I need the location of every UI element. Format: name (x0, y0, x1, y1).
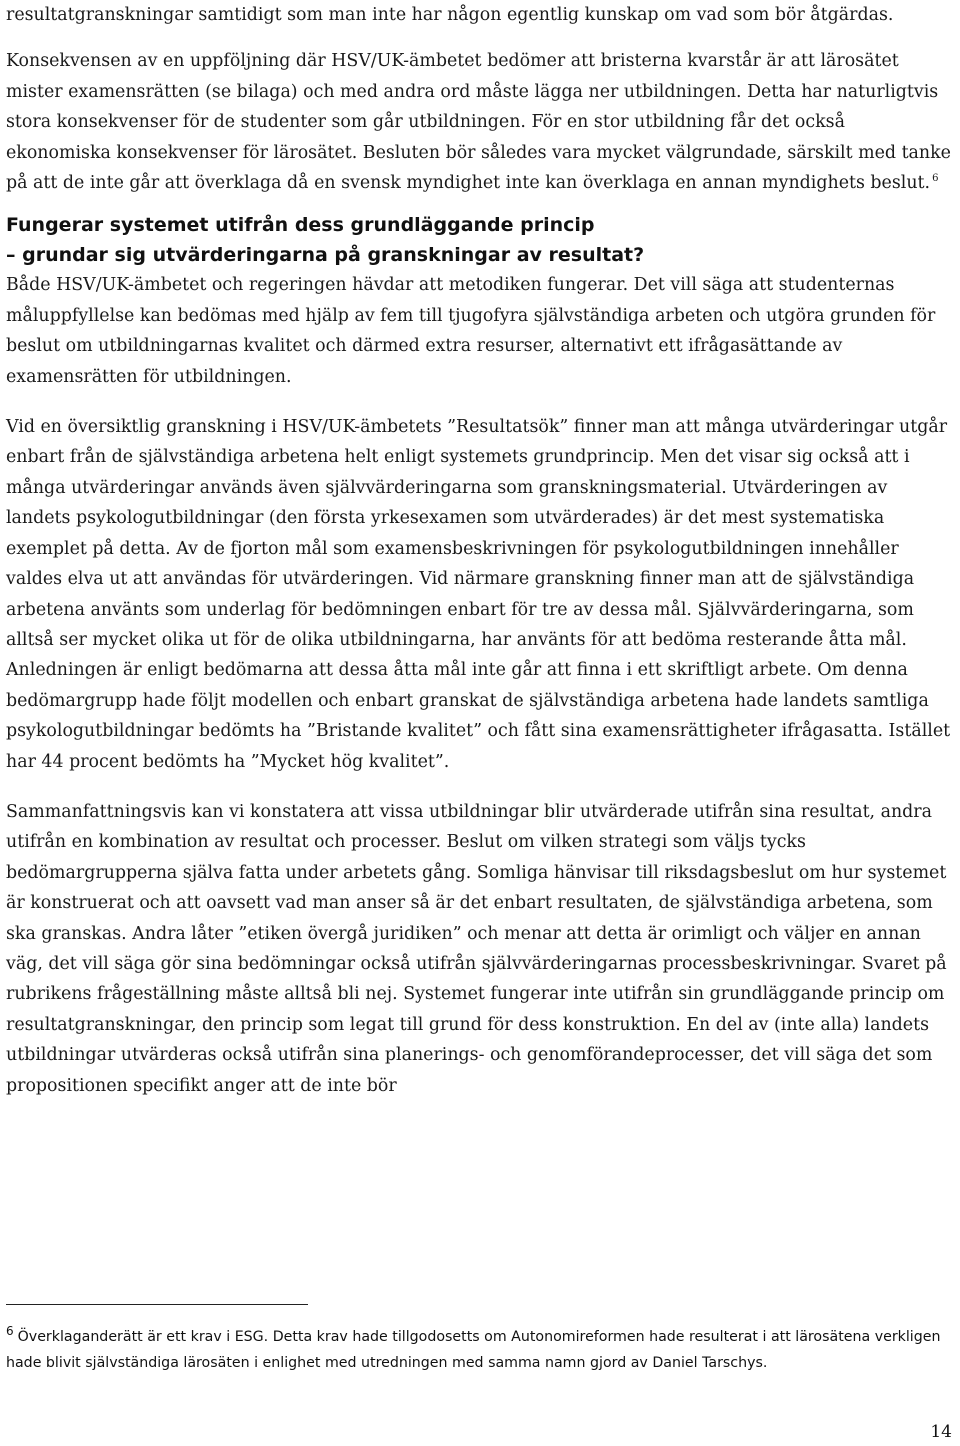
footnote (6, 1318, 956, 1376)
footnote-number: 6 (6, 1324, 14, 1338)
paragraph-4: Vid en översiktlig granskning i HSV/UK-ämbetets ”Resultatsök” finner man att många utvärderingar utgår enbart från de självständiga arbetena helt enligt systemets grundprincip. Men det visar sig också att i många utvärderingar används även självvärderingarna som granskningsmaterial. Utvärderingen av landets psykologutbildningar (den första yrkesexamen som utvärderades) är det mest systematiska exemplet på detta. Av de fjorton mål som examensbeskrivningen för psykologutbildningen innehåller valdes elva ut att användas för utvärderingen. Vid närmare granskning finner man att de självständiga arbetena använts som underlag för bedömningen enbart för tre av dessa mål. Självvärderingarna, som alltså ser mycket olika ut för de olika utbildningarna, har använts för att bedöma resterande åtta mål. Anledningen är enligt bedömarna att dessa åtta mål inte går att finna i ett skriftligt arbete. Om denna bedömargrupp hade följt modellen och enbart granskat de självständiga arbetena hade landets samtliga psykologutbildningar bedömts ha ”Bristande kvalitet” och fått sina examensrättigheter ifrågasatta. Istället har 44 procent bedömts ha ”Mycket hög kvalitet”. (6, 417, 951, 772)
paragraph-1: resultatgranskningar samtidigt som man inte har någon egentlig kunskap om vad som bör åtgärdas. (6, 5, 894, 25)
document-page (6, 0, 954, 1101)
footnote-separator (6, 1304, 308, 1305)
footnote-reference[interactable]: 6 (932, 173, 939, 185)
footnote-text: Överklaganderätt är ett krav i ESG. Detta krav hade tillgodosetts om Autonomireformen hade resulterat i att lärosätena verkligen hade blivit självständiga lärosäten i enlighet med utredningen med samma namn gjord av Daniel Tarschys. (6, 1329, 941, 1371)
paragraph-5: Sammanfattningsvis kan vi konstatera att vissa utbildningar blir utvärderade utifrån sina resultat, andra utifrån en kombination av resultat och processer. Beslut om vilken strategi som väljs tycks bedömargrupperna själva fatta under arbetets gång. Somliga hänvisar till riksdagsbeslut om hur systemet är konstruerat och att oavsett vad man anser så är det enbart resultaten, de självständiga arbetena, som ska granskas. Andra låter ”etiken övergå juridiken” och menar att detta är orimligt och väljer en annan väg, det vill säga gör sina bedömningar också utifrån självvärderingarnas processbeskrivningar. Svaret på rubrikens frågeställning måste alltså bli nej. Systemet fungerar inte utifrån sin grundläggande princip om resultatgranskningar, den princip som legat till grund för dess konstruktion. En del av (inte alla) landets utbildningar utvärderas också utifrån sina planerings- och genomförandeprocesser, det vill säga det som propositionen specifikt anger att de inte bör (6, 801, 947, 1096)
section-heading (6, 210, 954, 270)
paragraph-3: Både HSV/UK-ämbetet och regeringen hävdar att metodiken fungerar. Det vill säga att studenternas måluppfyllelse kan bedömas med hjälp av fem till tjugofyra självständiga arbeten och utgöra grunden för beslut om utbildningarnas kvalitet och därmed extra resurser, alternativt ett ifrågasättande av examensrätten för utbildningen. (6, 275, 936, 387)
section-heading-line-1: Fungerar systemet utifrån dess grundläggande princip (6, 214, 595, 237)
paragraph-2-text: Konsekvensen av en uppföljning där HSV/UK-ämbetet bedömer att bristerna kvarstår är att lärosätet mister examensrätten (se bilaga) och med andra ord måste lägga ner utbildningen. Detta har naturligtvis stora konsekvenser för de studenter som går utbildningen. För en stor utbildning får det också ekonomiska konsekvenser för lärosätet. Besluten bör således vara mycket välgrundade, särskilt med tanke på att de inte går att överklaga då en svensk myndighet inte kan överklaga en annan myndighets beslut. (6, 51, 951, 194)
page-number: 14 (930, 1422, 952, 1442)
paragraph-2 (6, 46, 954, 198)
section-heading-line-2: – grundar sig utvärderingarna på granskningar av resultat? (6, 244, 645, 267)
